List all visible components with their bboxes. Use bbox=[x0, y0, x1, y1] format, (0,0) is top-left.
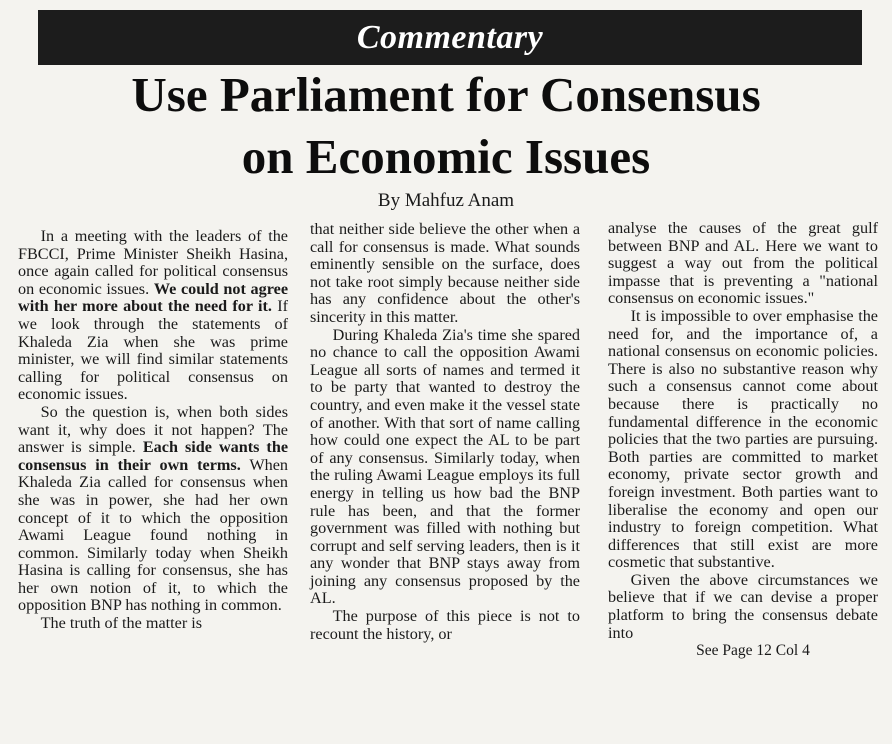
article-column-2 bbox=[310, 221, 580, 643]
paragraph-text: If we look through the statements of Khaleda Zia when she was prime minister, we will find similar statements calling for political consensus on economic issues. bbox=[18, 297, 289, 404]
paragraph bbox=[18, 228, 288, 404]
paragraph: that neither side believe the other when a call for consensus is made. What sounds eminently sensible on the surface, does not take root simply because neither side has any confidence about the other's sincerity in this matter. bbox=[310, 220, 580, 326]
paragraph: The truth of the matter is bbox=[40, 614, 203, 633]
paragraph-text: When Khaleda Zia called for consensus when she was in power, she had her own concept of it to which the opposition Awami League found nothing in common. Similarly today when Sheikh Hasina is calling for consensus, she has her own notion of it, to which the opposition BNP has nothing in common. bbox=[18, 455, 288, 615]
continuation-note: See Page 12 Col 4 bbox=[696, 642, 810, 660]
headline-line-2: on Economic Issues bbox=[241, 129, 651, 184]
byline: By Mahfuz Anam bbox=[377, 190, 515, 211]
article-column-3 bbox=[608, 220, 878, 660]
headline-line-1: Use Parliament for Consensus bbox=[131, 67, 761, 122]
section-label: Commentary bbox=[356, 18, 544, 56]
paragraph: analyse the causes of the great gulf between BNP and AL. Here we want to suggest a way out from the political impasse that is preventing a "national consensus on economic issues." bbox=[608, 219, 878, 308]
paragraph-text: So the question is, when both sides want it, why does it not happen? The answer is simple. bbox=[18, 402, 288, 457]
emphasis-text: We could not agree with her more about the need for it. bbox=[18, 279, 289, 316]
headline bbox=[0, 64, 892, 188]
paragraph: It is impossible to over emphasise the need for, and the importance of, a national consensus on economic policies. There is also no substantive reason why such a consensus cannot come about because there is practically no fundamental difference in the economic policies that the two parties are pursuing. Both parties are committed to market economy, private sector growth and foreign investment. Both parties want to liberalise the economy and open our industry to foreign competition. What differences that still exist are more cosmetic that substantive. bbox=[608, 306, 878, 572]
paragraph-text: In a meeting with the leaders of the FBCCI, Prime Minister Sheikh Hasina, once again called for political consensus on economic issues. bbox=[18, 227, 288, 298]
paragraph bbox=[18, 404, 288, 615]
paragraph: During Khaleda Zia's time she spared no chance to call the opposition Awami League all sorts of names and termed it to be party that wanted to destroy the country, and even make it the vessel state of another. With that sort of name calling how could one expect the AL to be part of any consensus. Similarly today, when the ruling Awami League employs its full energy in telling us how bad the BNP rule has been, and that the former government was filled with nothing but corrupt and self serving leaders, then is it any wonder that BNP stays away from joining any consensus proposed by the AL. bbox=[310, 325, 580, 608]
emphasis-text: Each side wants the consensus in their own terms. bbox=[18, 438, 289, 474]
article-column-1 bbox=[18, 228, 288, 633]
paragraph: The purpose of this piece is not to recount the history, or bbox=[310, 607, 580, 643]
paragraph: Given the above circumstances we believe that if we can devise a proper platform to bring the consensus debate into bbox=[608, 570, 878, 642]
section-banner bbox=[38, 10, 862, 65]
